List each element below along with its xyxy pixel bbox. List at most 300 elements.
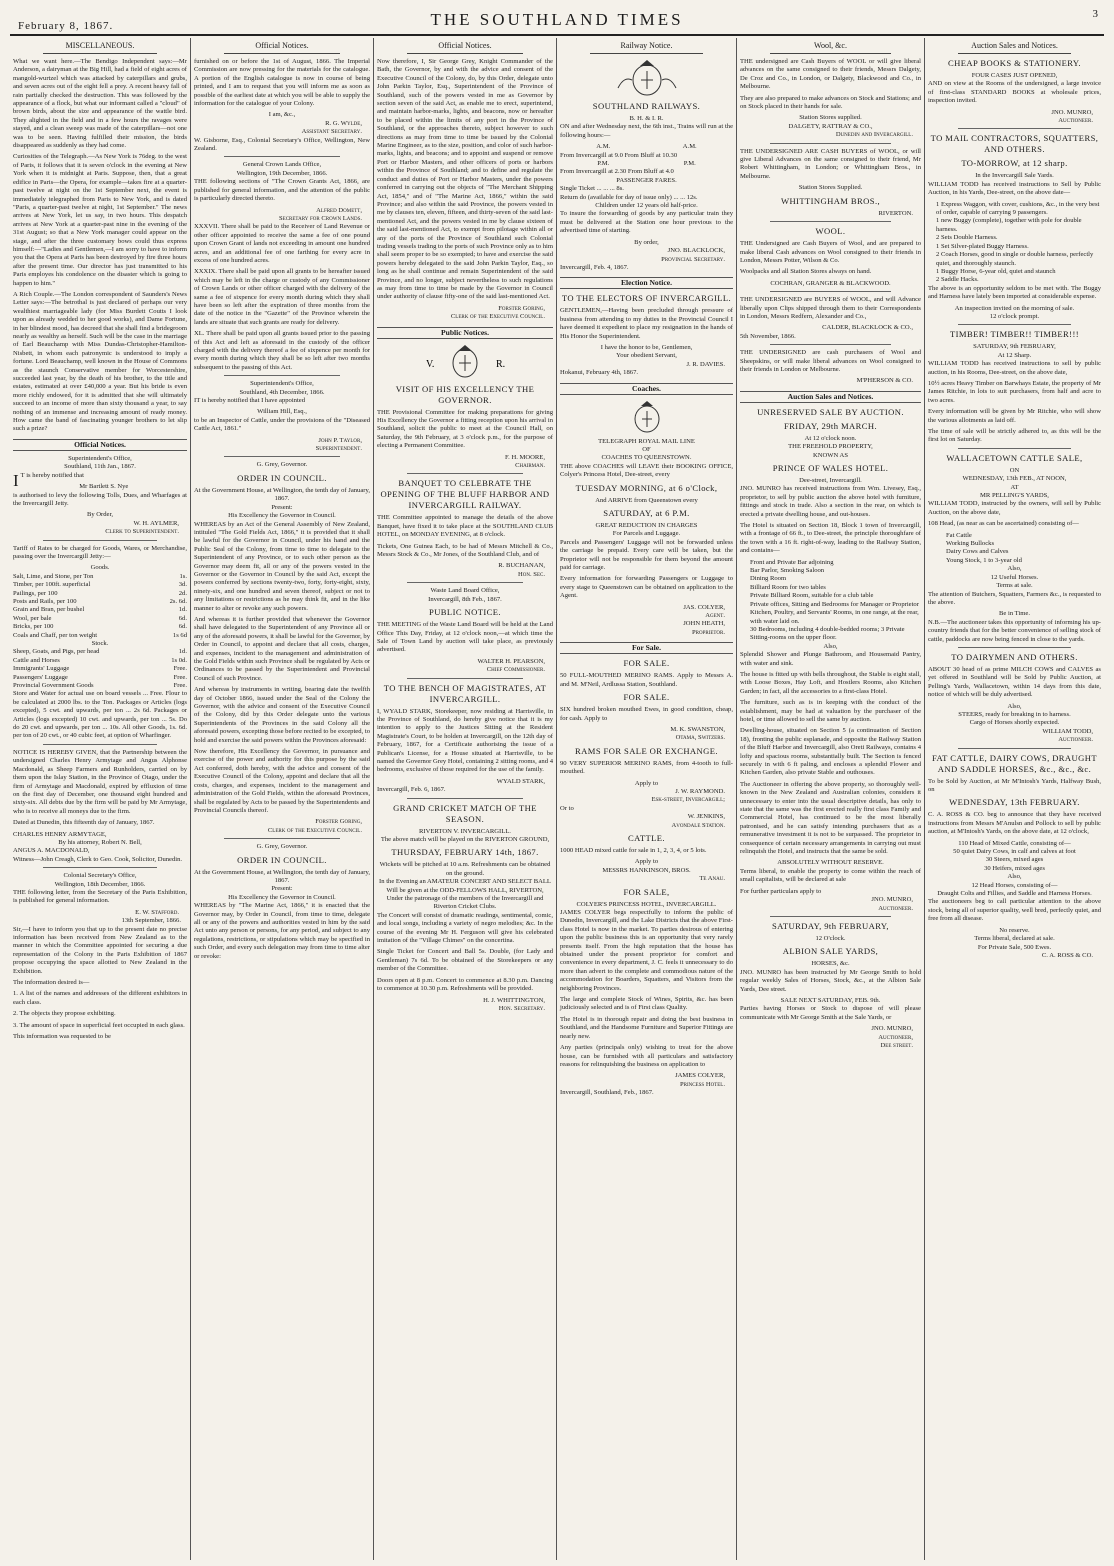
signer-role: Assistant Secretary. (301, 128, 362, 136)
hotel-text: Any parties (principals only) wishing to treat for the above house, can be furnished with all particulars and satisfactory reasons for relinquishing the business on application to (560, 1044, 733, 1068)
signer: M. K. SWANSTON, (670, 725, 725, 733)
sale-date: SATURDAY, 9th FEBRUARY, (973, 343, 1056, 351)
column-4 (556, 38, 736, 1560)
todd-text: WILLIAM TODD has received instructions to Sell by Public Auction, in his Yards, Dee-street, on the above date— (928, 180, 1101, 197)
excellency-line: His Excellency the Governor in Council. (228, 893, 336, 901)
auction-text: Terms liberal, to enable the property to come within the reach of small capitalists, will be declared at sale (740, 867, 921, 884)
timber-text: WILLIAM TODD has received instructions to sell by public auction, in his Rooms, Dee-street, on the above date, (928, 360, 1101, 376)
tariff-row: Pailings, per 100 2d. (13, 589, 187, 597)
list-item: Fat Cattle (946, 531, 972, 539)
divider (958, 448, 1071, 449)
signer: Forster Goring, (498, 304, 545, 312)
coach-text: Every information for forwarding Passengers or Luggage to every stage to Queenstown can be obtained on application to the Agent. (560, 575, 733, 600)
partnership-date: Dated at Dunedin, this fifteenth day of January, 1867. (13, 819, 155, 827)
section-37: XXXVII. There shall be paid to the Receiver of Land Revenue or other officer appointed to receive the same a fee of one pound upon Crown Grant of lands not exceeding in amount one hundred acres, and an additional fee of one farthing for every acre in excess of one hundred acres. (194, 223, 370, 264)
auction-text: JNO. MUNRO has received instructions from Wm. Livesey, Esq., proprietor, to sell by public auction the above hotel with furniture, fittings and stock in trade. Also a section in the rear, on which is erected a private dwelling house, and out-houses. (740, 485, 921, 518)
colonial-signer: E. W. Stafford. (135, 908, 179, 916)
misc-heading: MISCELLANEOUS. (43, 41, 157, 54)
wool-ad: They are also prepared to make advances on Stock and Stations; and on Stock placed in their hands for sale. (740, 94, 921, 111)
stock-heading: Stock. (91, 640, 109, 647)
partnership-attorney: By his attorney, Robert N. Bell, (58, 838, 142, 846)
page-number: 3 (1092, 8, 1098, 20)
rams-ad: 50 FULL-MOUTHED MERINO RAMS. Apply to Messrs A. and M. M'Neil, Ardlussa Station, Southland. (560, 672, 733, 688)
list-item: 1 Express Waggon, with cover, cushions, &c., in the very best of order, capable of carrying 9 passengers. (936, 200, 1100, 217)
cricket-wickets: Wickets will be pitched at 10 a.m. Refreshments can be obtained on the ground. (379, 861, 551, 877)
divider (770, 221, 891, 222)
notice-address: W. Gisborne, Esq., Colonial Secretary's Office, Wellington, New Zealand. (194, 136, 370, 153)
divider (224, 838, 340, 839)
tariff-row: Bricks, per 100 6d. (13, 623, 187, 631)
electors-heading: TO THE ELECTORS OF INVERCARGILL. (561, 293, 732, 304)
signer-role: Hon. Secretary. (498, 1004, 545, 1012)
fare-row: Return do (available for day of issue only) ... ... 12s. (560, 193, 698, 201)
divider (407, 678, 523, 679)
concert-venue: Will be given at the ODD-FELLOWS HALL, RIVERTON, (386, 886, 544, 894)
signer: MESSRS HANKINSON, BROS. (602, 866, 691, 874)
coach-arrival-label: And ARRIVE from Queenstown every (595, 496, 698, 504)
signer: W. H. AYLMER, (133, 519, 179, 527)
signer: C. A. ROSS & CO. (1041, 951, 1093, 959)
list-item: 1 Buggy Horse, 6-year old, quiet and staunch (936, 267, 1056, 275)
hotel-name: PRINCE OF WALES HOTEL. (772, 463, 889, 473)
royal-crest-icon (614, 399, 680, 435)
stores-line: Station Stores Supplied. (798, 184, 863, 192)
for-sale-heading: For Sale. (560, 642, 733, 654)
wool-ad: THE undersigned are Cash Buyers of WOOL or will give liberal advances on the same consigned to their friends, Messrs Dalgety, De Croz and Co., in London, or Dalgety, Blackwood and Co., in Melbourne. (740, 58, 921, 91)
cricket-ground: The above match will be played on the RIVERTON GROUND, (380, 836, 550, 843)
official-notices-heading: Official Notices. (407, 41, 523, 54)
dairy-text: ABOUT 30 head of as prime MILCH COWS and CALVES as yet offered in Southland will be Sold by Public Auction, at Pelling's Yards, Wallacetown, within 14 days from this date, notice of which will be duly advertised. (928, 665, 1101, 699)
order-text: Now therefore, His Excellency the Governor, in pursuance and exercise of the power and authority for this purpose by the said Act conferred, doth hereby, with the advice and consent of the Executive Council of the Colony, appoint and declare that all the costs, charges, and expenses, incident to the management and administration of the Gold Fields, within the aforesaid Provinces, shall be regulated by Acts to be passed by the Superintendents and Provincial Councils thereof. (194, 748, 370, 814)
freehold-line: THE FREEHOLD PROPERTY, (788, 443, 873, 451)
known-as: KNOWN AS (813, 451, 848, 459)
hotel-text: The Hotel is in thorough repair and doing the best business in Southland, and the Handsome Furniture and Superior Fittings are nearly new. (560, 1015, 733, 1040)
concert-tickets: Single Ticket for Concert and Ball 5s. Double, (for Lady and Gentleman) 7s 6d. To be obtained of the Storekeepers or any member of the Committee. (377, 948, 553, 973)
appointee-name: Mr Bartlett S. Nye (79, 483, 129, 491)
misc-article-3: A Rich Couple.—The London correspondent of Saunders's News Letter says:—The betrothal is just declared of perhaps our very wealthiest marriageable lady (for Miss Burdett Coutts I look upon as already wedded to her good works), and Dame Fortune, in her blindest mood, has decreed that she shall find a bridegroom nearly as wealthy as herself. Such will be the case in the marriage of Earl Beauchamp with Miss Dundas-Christopher-Hamilton-Nisbett, in whom each patronymic is understood to imply a fortune. Lord Beauchamp, well known in the House of Commons as the staunch Conservative member for Worcestershire, succeeded last year, by the death of his brother, to the title and estates, estimated at over £40,000 a year. But his bride is even more richly endowed, for it is admitted that she will ultimately succeed to an income of more than sixty thousand a year, to say nothing of an immense and increasing amount of ready money. How came the band of fascinating younger brothers to let slip such a prize? (13, 290, 187, 433)
sale-time: 12 O'clock. (815, 934, 846, 942)
unreserved-sale: UNRESERVED SALE BY AUCTION. (757, 406, 904, 417)
stock-list (13, 648, 187, 690)
notice-text: to be an Inspector of Cattle, under the provisions of the "Diseased Cattle Act, 1861." (194, 416, 370, 433)
signer: JNO. BLACKLOCK, (667, 247, 725, 255)
tariff-row: Posts and Rails, per 100 2s. 6d. (13, 597, 187, 605)
stock-row: Immigrants' Luggage Free. (13, 665, 187, 673)
concert-program: The Concert will consist of dramatic readings, sentimental, comic, and local songs, including a variety of negro melodies; &c. In the course of the evening Mr H. Ferguson will give his celebrated imitation of the "Village Chimes" on the concertina. (377, 911, 553, 945)
tariff-intro: Tariff of Rates to be charged for Goods, Wares, or Merchandise, passing over the Invercargill Jetty:— (13, 544, 187, 560)
signer: R. BUCHANAN, (498, 562, 545, 570)
wool-ad: THE UNDERSIGNED are cash purchasers of Wool and Sheepskins, or will make liberal advances on Wool consigned to their friends in London or Melbourne. (740, 349, 921, 373)
list-item: Working Bullocks (946, 540, 995, 548)
present-line: Present: (271, 885, 293, 893)
tomorrow-line: TO-MORROW, at 12 sharp. (961, 158, 1068, 169)
stores-line: Station Stores supplied. (799, 114, 862, 122)
notice-closing: I am, &c., (268, 111, 296, 119)
signer: R. G. Wylde, (325, 119, 362, 127)
rams-heading: RAMS FOR SALE OR EXCHANGE. (575, 745, 718, 756)
list-item: Dairy Cows and Calves (946, 548, 1009, 556)
coach-line: COACHES TO QUEENSTOWN. (601, 454, 692, 462)
books-text: AND on view at the Rooms of the undersigned, a large invoice of first-class STANDARD BOOKS at wholesale prices, inspection invited. (928, 80, 1101, 105)
visit-text: THE Provisional Committee for making preparations for giving His Excellency the Governor a fitting reception upon his arrival in Southland, solicit the public to meet at the Council Hall, on Saturday, the 9th February, at 3 o'clock p.m., for the purpose of electing a Permanent Committee. (377, 408, 553, 450)
list-item: 30 Steers, mixed ages (985, 856, 1044, 864)
signer: Alfred Domett, (316, 206, 362, 214)
auction-text: Dwelling-house, situated on Section 5 (a continuation of Section 18), fronting the public esplanade, and opposite the Railway Station of the Bluff Harbor and Invercargill, also Oreti Railways, contains 4 lofty and spacious rooms, substantially built. The Section is fenced securely in with 6 ft paling, and encloses a splendid Flower and Kitchen Garden, also private Stable and outhouses. (740, 727, 921, 777)
cattle-sale-text: 108 Head, (as near as can be ascertained) consisting of— (928, 520, 1079, 528)
office-line: General Crown Lands Office, (242, 161, 322, 169)
divider (958, 748, 1071, 749)
signer-role: Clerk of the Executive Council. (267, 826, 362, 834)
list-item: 2. The objects they propose exhibiting. (13, 1010, 116, 1018)
cattle-ad: 1000 HEAD mixed cattle for sale in 1, 2, 3, 4, or 5 lots. (560, 846, 707, 854)
ross-text: To be Sold by Auction, at Mr M'Intosh's Yards, Halfway Bush, on (928, 777, 1101, 793)
list-item: Kitchen, Poultry, and Servants' Rooms, in one range, at the rear, with water laid on. (750, 609, 919, 625)
mail-heading: TO MAIL CONTRACTORS, SQUATTERS, AND OTHERS. (930, 133, 1099, 155)
divider (958, 324, 1071, 325)
apply-line: Apply to (634, 858, 659, 866)
partnership-signer-1: CHARLES HENRY ARMYTAGE, (13, 830, 107, 838)
masthead (10, 4, 1104, 36)
pm-label: P.M. (683, 160, 696, 168)
railway-notice-heading: Railway Notice. (590, 41, 703, 54)
auction-heading: Auction Sales and Notices. (740, 391, 921, 403)
nb-text: N.B.—The auctioneer takes this opportunity of informing his up-country friends that for the better convenience of selling stock of cattle, paddocks are now being fenced in close to the yards. (928, 618, 1101, 643)
hotel-text: JAMES COLYER begs respectfully to inform the public of Dunedin, Invercargill, and the Lake Districts that the above First-class Hotel is now in the market. To parties desirous of entering upon the public business this is an opportunity that very rarely presents itself. From the high reputation that the house has obtained under the present proprietor for comfort and convenience in every department, J. C. feels it unnecessary to do more than advert to the complete and commodious nature of the accommodation for Boarders, Squatters, and Visitors from the neighboring Provinces. (560, 909, 733, 992)
banquet-tickets: Tickets, One Guinea Each, to be had of Messrs Mitchell & Co., Messrs Stock & Co., Mr Jones, of the Southland Club, and of (377, 542, 553, 559)
list-item: 3. The amount of space in superficial feet occupied in each glass. (13, 1021, 185, 1029)
yards-name: MR PELLING'S YARDS, (980, 492, 1049, 500)
list-item: 2 Saddle Hacks. (936, 276, 979, 284)
signer-role: Auctioneer. (878, 904, 913, 912)
coach-line: TELEGRAPH ROYAL MAIL LINE (598, 437, 695, 445)
order-text: And whereas by instruments in writing, bearing date the twelfth day of October 1866, issued under the Seal of the Colony the Governor, with the advice and consent of the Executive Council of the Colony, did by this Order delegate unto the various Superintendents of the Provinces in the said Colony all the aforesaid powers, excepting those before recited to be excepted, to hold and exercise the said powers within the Provinces aforesaid: (194, 686, 370, 744)
misc-article-2: Curiosities of the Telegraph.—As New York is 76deg. to the west of Paris, it follows that it is seven o'clock in the evening at New York when it is midnight at Paris. Suppose, then, that a great edifice in Paris—the Opera, for example—takes fire at a quarter-past twelve at night on the 1st September next, the event is immediately telegraphed from Paris to New York, and is dated "Paris, a quarter-past twelve at night, 1st September." The news arrives at New York, let us say, in two hours. This despatch arrives at New York at a quarter-past nine in the evening of the 31st August; so that a New York manager could appear on the stage, and after the three customary bows could thus express himself:—"Ladies and Gentlemen,—I am sorry to have to inform you that the Opera at Paris has been destroyed by fire three hours after the present time. Our director has just transmitted to his Paris employes his condolence on the disaster which is going to happen to him." (13, 153, 187, 287)
signer-role: Princess Hotel. (679, 1080, 725, 1088)
list-item: 2 Coach Horses, good in single or double harness, perfectly quiet, and thoroughly staunch. (936, 251, 1094, 267)
coach-departure: TUESDAY MORNING, at 6 o'Clock, (575, 482, 718, 493)
divider (224, 375, 340, 376)
coach-arrival: SATURDAY, at 6 P.M. (603, 508, 690, 518)
concert-patronage: Under the patronage of the members of the Invercargill and Riverton Cricket Clubs. (386, 895, 544, 911)
timber-text: 10½ acres Heavy Timber on Barwhays Estate, the property of Mr James Ritchie, in lots to suit purchasers, from half and acre to two acres. (928, 379, 1101, 404)
list-item: 110 Head of Mixed Cattle, consisting of— (958, 839, 1071, 847)
wool-ad: THE Undersigned are Cash Buyers of Wool, and are prepared to make liberal Cash advances on Wool consigned to their friends in London, Messrs Potter, Wilson & Co. (740, 240, 921, 264)
royal-crest-icon (420, 343, 510, 381)
for-sale-title: FOR SALE. (623, 658, 670, 669)
notice-text: IT is hereby notified that I have appointed (194, 397, 306, 405)
stock-row: Passengers' Luggage Free. (13, 673, 187, 681)
auction-text: JNO. MUNRO has been instructed by Mr George Smith to hold regular weekly Sales of Horses, Stock, &c., at the Albion Sale Yards, Dee street. (740, 968, 921, 993)
signer: H. J. WHITTINGTON, (483, 996, 545, 1004)
divider (43, 744, 157, 745)
cattle-sale-text: WILLIAM TODD, instructed by the owners, will sell by Public Auction, on the above date, (928, 500, 1101, 516)
or-line: Or to (560, 804, 574, 812)
colonial-office: Colonial Secretary's Office, (63, 872, 137, 880)
divider (43, 540, 157, 541)
no-reserve: ABSOLUTELY WITHOUT RESERVE. (777, 859, 884, 867)
divider (407, 473, 523, 474)
also-line: Also, (1007, 565, 1022, 573)
auction-text: Parties having Horses or Stock to dispose of will please communicate with Mr George Smith at the Sale Yards, or (740, 1005, 921, 1021)
fare-row: Children under 12 years old half-price. (595, 202, 698, 210)
license-text: I, WYALD STARK, Storekeeper, now residing at Harrisville, in the Province of Southland, do hereby give notice that it is my intention to apply to the Justices Sitting at the Resident Magistrate's Court, to be holden at Invercargill, on the 12th day of February, 1867, for a Certificate authorising the issue of a Publican's License, for a House situated at Harrisville, to be named the Governor Grey Hotel, containing 2 sitting rooms, and 4 bedrooms, exclusive of those required for the use of the family. (377, 707, 553, 774)
list-item: 30 Heifers, mixed ages (984, 864, 1045, 872)
svg-text:R.: R. (496, 358, 506, 370)
office-date: Wellington, 19th December, 1866. (236, 169, 328, 177)
pm-label: P.M. (597, 160, 610, 168)
coaches-heading: Coaches. (560, 383, 733, 395)
colonial-letter-2: The information desired is— (13, 979, 90, 987)
election-closing: I have the honor to be, Gentlemen, (600, 343, 693, 351)
tariff-row: Grain and Bran, per bushel 1d. (13, 606, 187, 614)
tariff-row: Salt, Lime, and Stone, per Ton 1s. (13, 572, 187, 580)
signer: JAS. COLYER, (683, 603, 725, 611)
signer: WYALD STARK, (496, 777, 545, 785)
auction-text: The Auctioneer in offering the above property, so thoroughly well-known in the New Zealand and Australian colonies, considers it unnecessary to enter into the usual descriptive details, has only to state that the same was the first erected really first class Family and Commercial Hotel, has continued to be the most liberally patronised, and he can satisfy intending purchasers that as a remunerative investment it is not to be surpassed. The proprietor in consequence of certain necessary arrangements in carrying out must relinquish the Hotel, and instructs that the same be sold. (740, 780, 921, 856)
election-notice-heading: Election Notice. (560, 277, 733, 289)
official-notices-heading: Official Notices. (224, 41, 340, 54)
steers-line: STEERS, ready for breaking in to harness. (958, 710, 1071, 718)
order-place: At the Government House, at Wellington, the tenth day of January, 1867. (194, 868, 370, 884)
column-2 (190, 38, 373, 1560)
list-item: 12 Head Horses, consisting of— (971, 881, 1058, 889)
tariff-row: Timber, per 100ft. superficial 3d. (13, 581, 187, 589)
also-line: Also, (823, 642, 838, 650)
divider (770, 344, 891, 345)
signer: W. JENKINS, (687, 813, 725, 821)
am-label: A.M. (596, 143, 611, 151)
divider (770, 143, 891, 144)
list-item: 1 new Buggy (complete), together with pole for double harness. (936, 217, 1082, 233)
cricket-heading: GRAND CRICKET MATCH OF THE SEASON. (393, 802, 537, 824)
railway-title: SOUTHLAND RAILWAYS. (592, 101, 701, 111)
cricket-teams: RIVERTON V. INVERCARGILL. (419, 827, 511, 835)
sale-date: WEDNESDAY, 13th FEB., AT NOON, (962, 475, 1067, 483)
order-text: WHEREAS by "The Marine Act, 1866," it is enacted that the Governor may, by Order in Council, from time to time, delegate all or any of the powers and authorities vested in him by the said Act unto any person or persons, for any period, and subject to any regulations, restrictions, or stipulations which may be specified in such Order, and every such delegation may from time to time alter or revoke: (194, 902, 370, 960)
hotel-street: Dee-street, Invercargill. (799, 477, 862, 484)
wallacetown-heading: WALLACETOWN CATTLE SALE, (946, 452, 1083, 463)
list-item: 30 Bedrooms, including 4 double-bedded rooms; 3 Private Sitting-rooms on the upper floor. (750, 625, 905, 642)
train-time: From Invercargill at 9.0 From Bluff at 10.30 (560, 151, 678, 159)
signer-role: Chief Commissioner. (486, 666, 545, 674)
present-line: Present: (271, 503, 293, 511)
governor-line: G. Grey, Governor. (256, 843, 308, 851)
signer-role: Otama, Switzers. (675, 734, 725, 742)
column-1 (10, 38, 190, 1560)
railway-date: Invercargill, Feb. 4, 1867. (560, 263, 629, 271)
coach-parcels: For Parcels and Luggage. (612, 530, 681, 538)
section-40: XL. There shall be paid upon all grants issued prior to the passing of this Act and left as aforesaid in the custody of the officer charged with the delivery thereof a fee of sixpence per month for every month during which they shall be so left after two months subsequent to the passing of this Act. (194, 330, 370, 371)
newspaper-title: THE SOUTHLAND TIMES (430, 10, 684, 29)
terms-line: Terms liberal, declared at sale. (974, 935, 1055, 943)
todd-text: The above is an opportunity seldom to be met with. The Buggy and Harness have lately been imported at considerable expense. (928, 284, 1101, 301)
timber-text: The time of sale will be strictly adhered to, as this will be the first lot on Saturday. (928, 428, 1101, 444)
issue-date: February 8, 1867. (18, 20, 114, 32)
signer: J. R. DAVIES. (686, 360, 725, 368)
royal-crest-icon (612, 58, 682, 98)
partnership-notice: NOTICE IS HEREBY GIVEN, that the Partnership between the undersigned Charles Henry Armytage and Angus Alphonse Macdonald, as Sheep Farmers and Runholders, carried on by them upon the Islay Station, in the Province of Otago, under the firm of Armytage and Macdonald, expired by effluxion of time on the first day of December, one thousand eight hundred and sixty-six. All debts due by the firm will be paid by Mr Armytage, who is to receive all moneys due to the firm. (13, 748, 187, 815)
public-notice-heading: PUBLIC NOTICE. (429, 607, 501, 618)
auction-heading: Auction Sales and Notices. (958, 41, 1071, 54)
signer: JOHN HEATH, (683, 620, 725, 628)
partnership-witness: Witness—John Creagh, Clerk to Geo. Cook, Solicitor, Dunedin. (13, 855, 183, 863)
inspection-line: An inspection invited on the morning of sale. (954, 304, 1075, 312)
misc-article-1: What we want here.—The Bendigo Independent says:—Mr Anderson, a dairyman at the Big Hill, had a field of eight acres of mangold-wurtzel which was attacked by caterpillars and grubs, and seven acres out of the eight fell a prey. A recent heavy fall of rain partially checked the destruction. This was followed by the appearance of a flock, but what our informant called a "cloud" of brown birds, about the size and appearance of the wattle bird. They alighted in the field and in a few hours the ravages were stayed, and a clean sweep was made of the caterpillars—not one was to be seen. Having fulfilled their mission, the birds disappeared as suddenly as they had come. (13, 58, 187, 150)
signer-role: Chairman. (515, 462, 545, 470)
concert-heading: In the Evening an AMATEUR CONCERT AND SELECT BALL (379, 878, 551, 886)
auction-text: The house is fitted up with bells throughout, the Stable is eight stall, with Loose Boxes, Hay Loft, and Hostlers Rooms, also Kitchen Garden; in fact, all the accessories to a first-class Hotel. (740, 670, 921, 695)
signer: Forster Goring, (315, 818, 362, 826)
signer-role: RIVERTON. (878, 209, 913, 217)
divider (770, 916, 891, 917)
wool-ad: Woolpacks and all Station Stores always on hand. (740, 268, 872, 276)
coach-line: OF (642, 445, 651, 453)
license-date: Invercargill, Feb. 6, 1867. (377, 786, 446, 794)
office-date: Southland, 11th Jan., 1867. (64, 463, 136, 471)
for-sale-title: FOR SALE. (623, 692, 670, 703)
signer: CALDER, BLACKLOCK & CO., (822, 324, 913, 332)
timber-text: Every information will be given by Mr Ritchie, who will show the various allotments as laid off. (928, 408, 1101, 424)
signer: M'PHERSON & CO. (856, 377, 913, 385)
order-text: WHEREAS by an Act of the General Assembly of New Zealand, intituled "The Gold Fields Act, 1866," it is provided that it shall be lawful for the Governor in Council, under his hand and the Public Seal of the Colony, from time to time to delegate to the Superintendent of any Province, or to such other person as the Governor may deem fit, all or any of the powers vested in the Governor or the Governor in Council by the said Act, except the powers conferred by sections twenty-two, forty, forty-eight, sixty, ninety-six, and one hundred and seven thereof, subject or not to any limitations or restrictions as he may think fit, and in the like manner to alter or revoke any such powers. (194, 520, 370, 612)
office-line: Superintendent's Office, (250, 380, 314, 388)
list-item: 50 quiet Dairy Cows, in calf and calves at foot (953, 848, 1076, 856)
list-item: 1 Set Silver-plated Buggy Harness. (936, 242, 1029, 250)
notify-text: T is hereby notified that (20, 471, 84, 479)
notice-text: furnished on or before the 1st of August, 1866. The Imperial Commission are now pressing for the materials for the catalogue. A portion of the English catalogue is now in course of being printed, and I am to request that you will inform me as soon as possible of the earliest date at which you will be able to supply the information for the catalogue of your Colony. (194, 58, 370, 108)
yards-stock: HORSES, &c. (811, 960, 850, 968)
office-date: Southland, 4th December, 1866. (239, 388, 325, 396)
signer: COCHRAN, GRANGER & BLACKWOOD. (770, 279, 891, 287)
signer: JNO. MUNRO, (1051, 108, 1093, 116)
signer-role: Clerk of the Executive Council. (450, 313, 545, 321)
auction-apply: For further particulars apply to (740, 887, 822, 895)
no-reserve: No reserve. (999, 926, 1030, 934)
divider (224, 456, 340, 457)
timber-heading: TIMBER! TIMBER!! TIMBER!!! (950, 329, 1079, 340)
signer: F. H. MOORE, (505, 453, 545, 461)
tariff-row: Wool, per bale 6d. (13, 614, 187, 622)
store-rates: Store and Water for actual use on board vessels ... Free. Flour to be calculated at 2000 lbs. to the Ton. Packages or Articles (logs excepted), 5 cwt. and upwards, per ton ... 2s 6d. Packages or Articles (logs excepted) 10 cwt. and upwards, per ton ... 5s. Do do 20 cwt. and upwards, per ton ... 10s. All other Goods, 1s. 6d. per ton of 20 cwt., or 40 cubic feet, at option of Wharfinger. (13, 690, 187, 740)
fat-cattle-heading: FAT CATTLE, DAIRY COWS, DRAUGHT AND SADDLE HORSES, &c., &c., &c. (931, 752, 1098, 774)
divider (958, 128, 1071, 129)
at-line: AT (1010, 483, 1019, 491)
office-line: Superintendent's Office, (68, 454, 132, 462)
notify-text-2: is authorised to levy the following Tolls, Dues, and Wharfages at the Invercargill Jetty. (13, 491, 187, 507)
colonial-letter: Sir,—I have to inform you that up to the present date no precise information has been received from New Zealand as to the manner in which the Committee appointed for securing a due representation of the Colony in the Paris Exhibition of 1867 propose occupying the space allotted to New Zealand in the Exhibition. (13, 925, 187, 975)
signer-role: Esk-street, Invercargill; (651, 796, 725, 804)
signer-role: Auctioneer. (1058, 736, 1093, 744)
wool-title: WOOL. (815, 226, 846, 237)
prompt-line: 12 o'clock prompt. (989, 312, 1040, 320)
fares-heading: PASSENGER FARES. (616, 176, 677, 184)
column-3 (373, 38, 556, 1560)
wool-ad: THE UNDERSIGNED ARE CASH BUYERS of WOOL, or will give Liberal Advances on the same consigned to their friend, Mr Robert Whittingham, in London; or Whittingham Bros., in Melbourne. (740, 147, 921, 180)
signer-role: Proprietor. (691, 628, 725, 636)
railway-abbrev: B. H. & I. R. (629, 115, 664, 122)
also-line: Also, (1007, 702, 1022, 710)
auction-text: Splendid Shower and Plunge Bathroom, and Housemaid Pantry, with water and sink. (740, 651, 921, 667)
hotel-heading: COLYER'S PRINCESS HOTEL, INVERCARGILL. (576, 900, 717, 908)
signer: WHITTINGHAM BROS., (780, 195, 881, 206)
wool-ad: THE UNDERSIGNED are BUYERS of WOOL, and will Advance liberally upon Clips shipped through them to their Correspondents in London, Messrs Redfern, Alexander and Co., (740, 296, 921, 320)
sale-time: At 12 o'clock noon. (804, 434, 857, 442)
list-item: Bar Parlor, Smoking Saloon (750, 567, 825, 575)
coach-reduction: GREAT REDUCTION IN CHARGES (595, 522, 698, 529)
office-line: Waste Land Board Office, (430, 587, 500, 595)
hotel-date: Invercargill, Southland, Feb., 1867. (560, 1089, 654, 1097)
divider (407, 798, 523, 799)
train-time: From Invercargill at 2.30 From Bluff at 4.0 (560, 168, 674, 176)
official-notices-heading: Official Notices. (13, 439, 187, 451)
signer-role: Hon. Sec. (518, 570, 545, 578)
order-in-council-heading: ORDER IN COUNCIL. (237, 854, 327, 865)
signer: J. W. RAYMOND. (675, 787, 725, 795)
books-subheading: FOUR CASES JUST OPENED, (971, 72, 1058, 79)
dairymen-heading: TO DAIRYMEN AND OTHERS. (951, 651, 1078, 662)
election-closing: Your obedient Servant, (616, 352, 677, 360)
order-line: By Order, (86, 511, 114, 519)
election-text: GENTLEMEN,—Having been precluded through pressure of business from attending to my duties in the Provincial Council I have deemed it expedient to place my resignation in the hands of His Honor the Superintendent. (560, 307, 733, 340)
governor-line: G. Grey, Governor. (256, 461, 308, 469)
railway-text: ON and after Wednesday next, the 6th inst., Trains will run at the following hours:— (560, 123, 733, 139)
cattle-heading: CATTLE. (628, 832, 665, 843)
stock-row: Sheep, Goats, and Pigs, per head 1d. (13, 648, 187, 656)
yards-line: In the Invercargill Sale Yards. (975, 172, 1054, 180)
list-item: Private Billiard Room, suitable for a club table (750, 592, 874, 600)
colonial-date: Wellington, 18th December, 1866. (54, 880, 146, 888)
list-item: Dining Room (750, 575, 787, 583)
signer: JNO. MUNRO, (871, 1025, 913, 1033)
banquet-text: THE Committee appointed to manage the details of the above Banquet, have fixed it to take place at the SOUTHLAND CLUB HOTEL, on MONDAY EVENING, at 8 o'clock. (377, 514, 553, 539)
order-text: And whereas it is further provided that whenever the Governor shall have delegated to the Superintendent of any Province all or any of the aforesaid powers, it shall be lawful for the Governor, by Order in Council, to appoint and declare that all costs, charges, and expenses, incident to the management and administration of the Gold Fields within such Province shall be regulated by Acts or Ordinances to be passed by the Superintendent and Provincial Council of such Province. (194, 615, 370, 682)
signer-role: Secretary for Crown Lands. (278, 214, 362, 222)
public-notices-heading: Public Notices. (377, 327, 553, 339)
be-in-time: Be in Time. (999, 610, 1030, 618)
signer: JNO. MUNRO, (871, 896, 913, 904)
stock-row: Cattle and Horses 1s 0d. (13, 656, 187, 664)
goods-heading: Goods. (90, 564, 110, 572)
notice-text: Now therefore, I, Sir George Grey, Knight Commander of the Bath, the Governor, by and with the advice and consent of the Executive Council of the Colony, do, by this Order, delegate unto John Parkin Taylor, Esq., Superintendent of the Province of Southland, such of the powers vested in me as Governor by section seven of the said Act, as enable me to erect, superintend, and maintain harbor-marks, lights, and beacons, now or hereafter to be placed within the limits of any port in the Province of Southland, or the approaches thereto, subject however to such directions as may from time to time be issued by the Colonial Marine Engineer, as to the size, position, and color of such harbor-marks, lights, and beacons; and to appoint and suspend or remove Port or Harbor Masters, and other officers of ports or harbors within the Province of Southland; and to define and regulate the conduct and duties of Port or Harbor Masters, under the powers conferred in carrying out the objects of "The Merchant Shipping Act, 1854," and of "The Marine Act, 1866," within the said Province; and also within the said Province, the powers vested in me by clauses ten, eleven, fifteen, and thirty-seven of the said last-mentioned Act, and the powers vested in me by clause sixteen of the said last-mentioned Act, to exempt from pilotage within all or any of the ports of the Province of Southland such Colonial trading vessels trading to the ports of such Province only as to him shall seem proper to be so exempted; to have and exercise the said powers hereby delegated to the said John Parkin Taylor, Esq., so long as he shall continue and remain Superintendent of the said Province, and no longer, subject nevertheless to such regulations as may from time to time be made by the Governor in Council under authority of clause fifty-one of the said last-mentioned Act. (377, 58, 553, 301)
divider (43, 867, 157, 868)
election-date: Hokanui, February 4th, 1867. (560, 369, 639, 377)
auction-text: The Hotel is situated on Section 18, Block 1 town of Invercargill, with a frontage of 66 ft., to Dee-street, the principle thoroughfare of the town with a 16 ft. right-of-way, leading to the Railway Station, and contains— (740, 522, 921, 555)
list-item: Draught Colts and Fillies, and Saddle and Harness Horses. (937, 890, 1092, 898)
list-item: 1. A list of the names and addresses of the different exhibitors in each class. (13, 990, 187, 1006)
books-heading: CHEAP BOOKS & STATIONERY. (948, 58, 1081, 68)
signer: DALGETY, RATTRAY & CO., (788, 122, 873, 130)
for-sale-title: FOR SALE, (623, 886, 670, 897)
coach-text: Parcels and Passengers' Luggage will not be forwarded unless the carriage be prepaid. Every care will be taken, but the Proprietor will not be responsible for them beyond the amount paid for carriage. (560, 538, 733, 572)
section-39: XXXIX. There shall be paid upon all grants to be hereafter issued which may be left in the charge or custody of any Commissioner of Crown Lands or other officer charged with the delivery of the same a fee of sixpence for every month during which they shall have been so left after the expiration of three months from the date of the notice in the "Gazette" of the Province wherein the lands are situate that such grants are ready for delivery. (194, 268, 370, 326)
appointee-name: William Hill, Esq., (257, 408, 307, 416)
wool-date: 5th November, 1866. (740, 332, 796, 340)
office-date: Invercargill, 8th Feb., 1867. (428, 595, 502, 603)
list-item: Front and Private Bar adjoining (750, 558, 834, 566)
apply-line: Apply to (634, 779, 659, 787)
on-line: ON (1009, 466, 1020, 474)
list-item: Private offices, Sitting and Bedrooms for Manager or Proprietor (750, 600, 919, 608)
horses-expected: Cargo of Horses shortly expected. (969, 719, 1060, 727)
tariff-list (13, 573, 187, 640)
railway-note: To insure the forwarding of goods by any particular train they must be delivered at the Station one hour previous to the advertised time of starting. (560, 210, 733, 235)
next-sale: SALE NEXT SATURDAY, FEB. 9th. (780, 996, 881, 1004)
divider (407, 582, 523, 583)
stock-row: Provincial Government Goods Free. (13, 682, 187, 690)
tariff-row: Coals and Chaff, per ton weight 1s 6d (13, 631, 187, 639)
auction-text: The furniture, such as is in keeping with the conduct of the establishment, may be had at valuation by the purchaser of the hotel, or time allowed to sell the same by auction. (740, 699, 921, 723)
partnership-signer-2: ANGUS A. MACDONALD, (13, 847, 90, 855)
